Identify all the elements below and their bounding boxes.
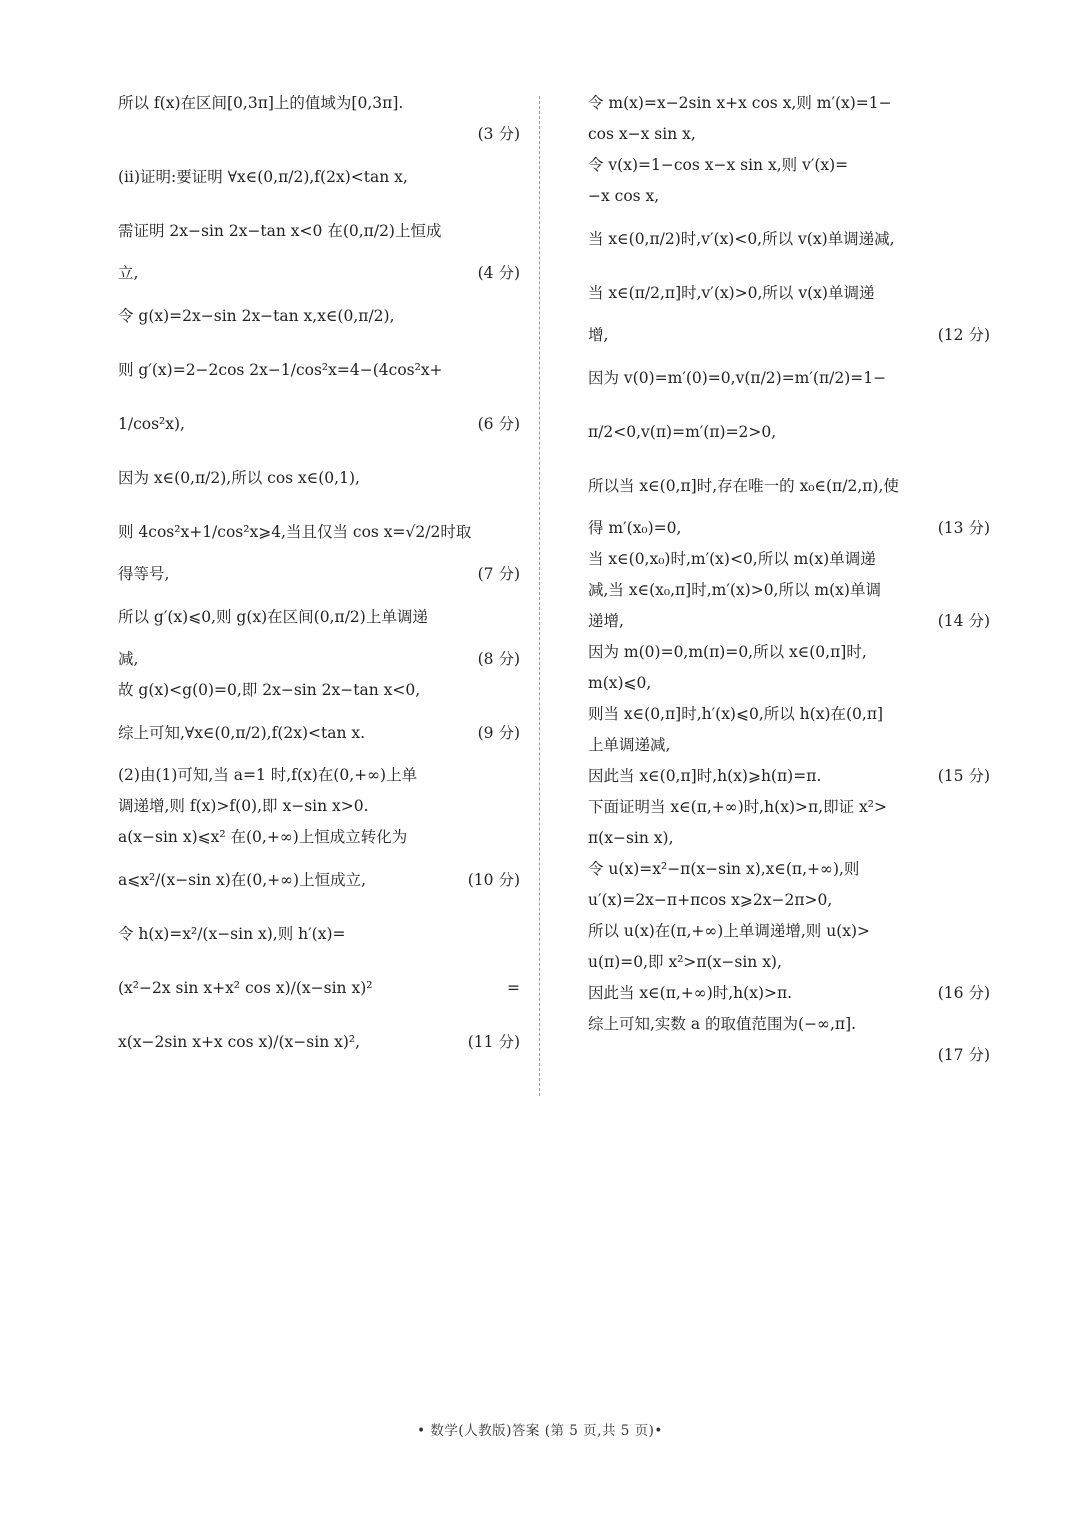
- solution-line: [588, 606, 990, 637]
- line-text: m(x)⩽0,: [588, 674, 652, 692]
- solution-line: [118, 1015, 520, 1069]
- score-mark: (11 分): [467, 1033, 520, 1051]
- line-text: 递增,: [588, 612, 624, 630]
- solution-line: [588, 885, 990, 916]
- solution-line: [588, 699, 990, 730]
- line-text: 令 v(x)=1−cos x−x sin x,则 v′(x)=: [588, 156, 849, 174]
- solution-line: [588, 405, 990, 459]
- solution-line: [118, 760, 520, 791]
- score-mark: (6 分): [477, 415, 520, 433]
- score-mark: (16 分): [937, 984, 990, 1002]
- line-text: u′(x)=2x−π+πcos x⩾2x−2π>0,: [588, 891, 833, 909]
- solution-line: [588, 320, 990, 351]
- left-column: [118, 88, 520, 1069]
- solution-line: [118, 590, 520, 644]
- solution-line: [588, 792, 990, 823]
- line-text: 综上可知,实数 a 的取值范围为(−∞,π].: [588, 1015, 857, 1033]
- solution-line: [588, 351, 990, 405]
- solution-line: [588, 544, 990, 575]
- solution-line: [588, 459, 990, 513]
- line-text: π(x−sin x),: [588, 829, 674, 847]
- solution-line: [588, 150, 990, 181]
- line-text: (2)由(1)可知,当 a=1 时,f(x)在(0,+∞)上单: [118, 766, 418, 784]
- line-text: 因为 x∈(0,π/2),所以 cos x∈(0,1),: [118, 469, 360, 487]
- score-mark: (15 分): [937, 767, 990, 785]
- solution-line: [118, 150, 520, 204]
- solution-line: [118, 204, 520, 258]
- line-text: 令 u(x)=x²−π(x−sin x),x∈(π,+∞),则: [588, 860, 860, 878]
- solution-line: [118, 559, 520, 590]
- solution-line: [588, 823, 990, 854]
- line-text: −x cos x,: [588, 187, 660, 205]
- line-text: 减,: [118, 650, 139, 668]
- solution-line: [588, 637, 990, 668]
- line-text: 得 m′(x₀)=0,: [588, 519, 682, 537]
- line-text: u(π)=0,即 x²>π(x−sin x),: [588, 953, 782, 971]
- line-text: 因为 m(0)=0,m(π)=0,所以 x∈(0,π]时,: [588, 643, 867, 661]
- line-text: 需证明 2x−sin 2x−tan x<0 在(0,π/2)上恒成: [118, 222, 442, 240]
- solution-line: [118, 258, 520, 289]
- score-mark: (4 分): [477, 264, 520, 282]
- solution-line: [588, 668, 990, 699]
- line-text: a⩽x²/(x−sin x)在(0,+∞)上恒成立,: [118, 871, 367, 889]
- line-text: 故 g(x)<g(0)=0,即 2x−sin 2x−tan x<0,: [118, 681, 421, 699]
- solution-line: [118, 119, 520, 150]
- solution-line: [588, 730, 990, 761]
- solution-line: [118, 644, 520, 675]
- line-text: 所以 g′(x)⩽0,则 g(x)在区间(0,π/2)上单调递: [118, 608, 428, 626]
- score-mark: (7 分): [477, 565, 520, 583]
- solution-line: [588, 978, 990, 1009]
- solution-line: [588, 513, 990, 544]
- solution-line: [118, 505, 520, 559]
- line-text: 令 h(x)=x²/(x−sin x),则 h′(x)=: [118, 925, 346, 943]
- solution-line: [588, 854, 990, 885]
- line-text: 令 g(x)=2x−sin 2x−tan x,x∈(0,π/2),: [118, 307, 395, 325]
- score-mark: =: [507, 979, 520, 997]
- line-text: 当 x∈(0,x₀)时,m′(x)<0,所以 m(x)单调递: [588, 550, 876, 568]
- solution-line: [588, 1040, 990, 1071]
- solution-line: [588, 212, 990, 266]
- score-mark: (14 分): [937, 612, 990, 630]
- line-text: 增,: [588, 326, 609, 344]
- solution-line: [118, 961, 520, 1015]
- line-text: 所以 u(x)在(π,+∞)上单调递增,则 u(x)>: [588, 922, 871, 940]
- solution-line: [118, 791, 520, 822]
- solution-line: [118, 343, 520, 397]
- solution-line: [118, 289, 520, 343]
- line-text: 上单调递减,: [588, 736, 671, 754]
- line-text: 所以 f(x)在区间[0,3π]上的值域为[0,3π].: [118, 94, 404, 112]
- solution-line: [588, 181, 990, 212]
- solution-line: [118, 88, 520, 119]
- line-text: 减,当 x∈(x₀,π]时,m′(x)>0,所以 m(x)单调: [588, 581, 881, 599]
- solution-line: [118, 853, 520, 907]
- line-text: 立,: [118, 264, 139, 282]
- line-text: 则 g′(x)=2−2cos 2x−1/cos²x=4−(4cos²x+: [118, 361, 443, 379]
- solution-line: [118, 822, 520, 853]
- score-mark: (10 分): [467, 871, 520, 889]
- line-text: 下面证明当 x∈(π,+∞)时,h(x)>π,即证 x²>: [588, 798, 887, 816]
- line-text: 则 4cos²x+1/cos²x⩾4,当且仅当 cos x=√2/2时取: [118, 523, 472, 541]
- line-text: π/2<0,v(π)=m′(π)=2>0,: [588, 423, 777, 441]
- line-text: 则当 x∈(0,π]时,h′(x)⩽0,所以 h(x)在(0,π]: [588, 705, 884, 723]
- line-text: 综上可知,∀x∈(0,π/2),f(2x)<tan x.: [118, 724, 366, 742]
- line-text: 得等号,: [118, 565, 170, 583]
- line-text: 令 m(x)=x−2sin x+x cos x,则 m′(x)=1−: [588, 94, 892, 112]
- solution-line: [118, 451, 520, 505]
- score-mark: (12 分): [937, 326, 990, 344]
- right-column: [588, 88, 990, 1071]
- score-mark: (9 分): [477, 724, 520, 742]
- solution-line: [118, 907, 520, 961]
- solution-line: [588, 916, 990, 947]
- line-text: 因此当 x∈(π,+∞)时,h(x)>π.: [588, 984, 793, 1002]
- line-text: x(x−2sin x+x cos x)/(x−sin x)²,: [118, 1033, 361, 1051]
- line-text: 因此当 x∈(0,π]时,h(x)⩾h(π)=π.: [588, 767, 822, 785]
- solution-line: [588, 1009, 990, 1040]
- solution-line: [118, 675, 520, 706]
- page-footer: • 数学(人教版)答案 (第 5 页,共 5 页)•: [417, 1423, 663, 1439]
- line-text: 所以当 x∈(0,π]时,存在唯一的 x₀∈(π/2,π),使: [588, 477, 899, 495]
- line-text: 当 x∈(0,π/2)时,v′(x)<0,所以 v(x)单调递减,: [588, 230, 895, 248]
- solution-line: [118, 397, 520, 451]
- line-text: (ⅱ)证明:要证明 ∀x∈(0,π/2),f(2x)<tan x,: [118, 168, 408, 186]
- line-text: 当 x∈(π/2,π]时,v′(x)>0,所以 v(x)单调递: [588, 284, 875, 302]
- line-text: 因为 v(0)=m′(0)=0,v(π/2)=m′(π/2)=1−: [588, 369, 887, 387]
- score-mark: (17 分): [937, 1046, 990, 1064]
- solution-line: [118, 706, 520, 760]
- score-mark: (8 分): [477, 650, 520, 668]
- solution-line: [588, 119, 990, 150]
- score-mark: (3 分): [477, 125, 520, 143]
- score-mark: (13 分): [937, 519, 990, 537]
- solution-line: [588, 266, 990, 320]
- line-text: 1/cos²x),: [118, 415, 185, 433]
- line-text: 调递增,则 f(x)>f(0),即 x−sin x>0.: [118, 797, 369, 815]
- solution-line: [588, 761, 990, 792]
- solution-line: [588, 947, 990, 978]
- line-text: cos x−x sin x,: [588, 125, 696, 143]
- line-text: (x²−2x sin x+x² cos x)/(x−sin x)²: [118, 979, 373, 997]
- line-text: a(x−sin x)⩽x² 在(0,+∞)上恒成立转化为: [118, 828, 408, 846]
- column-divider: [539, 96, 540, 1096]
- solution-line: [588, 88, 990, 119]
- solution-line: [588, 575, 990, 606]
